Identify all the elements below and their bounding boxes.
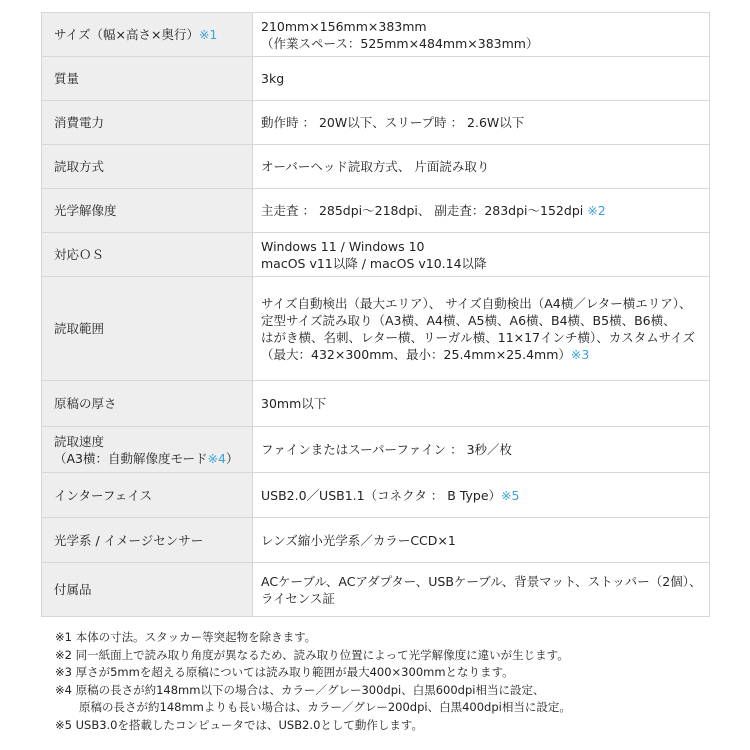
- note-ref: ※2: [587, 203, 606, 218]
- note-ref: ※1: [198, 27, 218, 42]
- spec-value: [253, 233, 710, 277]
- spec-value: [253, 563, 710, 617]
- note-ref: ※3: [570, 346, 590, 362]
- spec-value-line: （作業スペース：525mm×484mm×383mm）: [261, 35, 539, 51]
- spec-label: 光学系 / イメージセンサー: [42, 518, 253, 563]
- spec-label: 消費電力: [42, 101, 253, 145]
- spec-label: 対応ＯＳ: [42, 233, 253, 277]
- spec-value-text: （最大：432×300mm、最小：25.4mm×25.4mm）: [261, 346, 571, 362]
- spec-row-size: [42, 13, 710, 57]
- spec-row-os: [42, 233, 710, 277]
- spec-value-line: [261, 346, 705, 363]
- spec-label: [42, 427, 253, 473]
- spec-label: 原稿の厚さ: [42, 381, 253, 427]
- spec-value-line: ライセンス証: [261, 590, 335, 606]
- spec-table: [41, 12, 710, 617]
- spec-value-text: USB2.0／USB1.1（コネクタ ： B Type）: [261, 487, 502, 503]
- spec-row-interface: [42, 473, 710, 518]
- spec-label: 質量: [42, 57, 253, 101]
- note-ref: ※4: [207, 450, 226, 466]
- footnote: ※2 同一紙面上で読み取り角度が異なるため、読み取り位置によって光学解像度に違いが生じます。: [55, 647, 569, 662]
- note-ref: ※5: [501, 487, 520, 503]
- spec-value: [253, 145, 710, 189]
- spec-row-accessories: [42, 563, 710, 617]
- spec-row-reading-method: [42, 145, 710, 189]
- spec-value-line: Windows 11 / Windows 10: [261, 238, 425, 254]
- spec-row-thickness: [42, 381, 710, 427]
- spec-value-line: レンズ縮小光学系／カラーCCD×1: [261, 532, 456, 548]
- spec-value-line: [261, 202, 705, 219]
- spec-value-line: 3kg: [261, 71, 285, 86]
- spec-value-line: はがき横、名刺、レター横、リーガル横、11×17インチ横）、カスタムサイズ: [261, 329, 696, 345]
- spec-row-power: [42, 101, 710, 145]
- spec-value-line: 30mm以下: [261, 396, 327, 411]
- spec-value-line: 210mm×156mm×383mm: [261, 18, 427, 34]
- spec-label-text: 読取速度: [54, 433, 105, 449]
- spec-value-line: ACケーブル、ACアダプター、USBケーブル、背景マット、ストッパー（2個）、: [261, 573, 702, 589]
- spec-value: [253, 277, 710, 381]
- spec-value: [253, 189, 710, 233]
- spec-row-optics: [42, 518, 710, 563]
- spec-value: [253, 57, 710, 101]
- footnote: ※1 本体の寸法。スタッカー等突起物を除きます。: [55, 630, 317, 644]
- spec-label: 読取範囲: [42, 277, 253, 381]
- footnote: ※3 厚さが5mmを超える原稿については読み取り範囲が最大400×300mmとなります。: [55, 665, 514, 679]
- spec-value-line: 定型サイズ読み取り（A3横、A4横、A5横、A6横、B4横、B5横、B6横、: [261, 312, 676, 328]
- spec-label: インターフェイス: [42, 473, 253, 518]
- footnote-continuation: 原稿の長さが約148mmよりも長い場合は、カラー／グレー200dpi、白黒400dpi相当に設定。: [79, 700, 571, 714]
- spec-label-sub: [54, 450, 252, 467]
- spec-value-line: オーバーヘッド読取方式、 片面読み取り: [261, 159, 490, 174]
- spec-label-text: サイズ（幅×高さ×奥行）: [54, 27, 199, 42]
- spec-label-sub-text: （A3横：自動解像度モード: [54, 450, 208, 466]
- spec-value: [253, 427, 710, 473]
- spec-label: 読取方式: [42, 145, 253, 189]
- spec-value: [253, 473, 710, 518]
- spec-label-sub-end: ）: [225, 450, 239, 466]
- spec-value-line: macOS v11以降 / macOS v10.14以降: [261, 255, 487, 271]
- footnote: ※5 USB3.0を搭載したコンピュータでは、USB2.0として動作します。: [55, 717, 423, 732]
- spec-value-line: 動作時 ： 20W以下、スリープ時 ： 2.6W以下: [261, 115, 525, 130]
- spec-value: [253, 518, 710, 563]
- spec-value: [253, 101, 710, 145]
- spec-value-line: ファインまたはスーパーファイン ： 3秒／枚: [261, 442, 513, 457]
- spec-value: [253, 381, 710, 427]
- spec-label: [42, 13, 253, 57]
- spec-row-weight: [42, 57, 710, 101]
- spec-row-resolution: [42, 189, 710, 233]
- spec-value-text: 主走査 ： 285dpi～218dpi、 副走査：283dpi～152dpi: [261, 203, 584, 218]
- spec-row-scan-area: [42, 277, 710, 381]
- spec-row-speed: [42, 427, 710, 473]
- footnotes: [55, 629, 735, 734]
- spec-label: 光学解像度: [42, 189, 253, 233]
- footnote: ※4 原稿の長さが約148mm以下の場合は、カラー／グレー300dpi、白黒600dpi相当に設定、: [55, 682, 545, 697]
- spec-value-line: [261, 487, 705, 504]
- spec-value: [253, 13, 710, 57]
- spec-value-line: サイズ自動検出（最大エリア）、 サイズ自動検出（A4横／レター横エリア）、: [261, 295, 692, 311]
- spec-label: 付属品: [42, 563, 253, 617]
